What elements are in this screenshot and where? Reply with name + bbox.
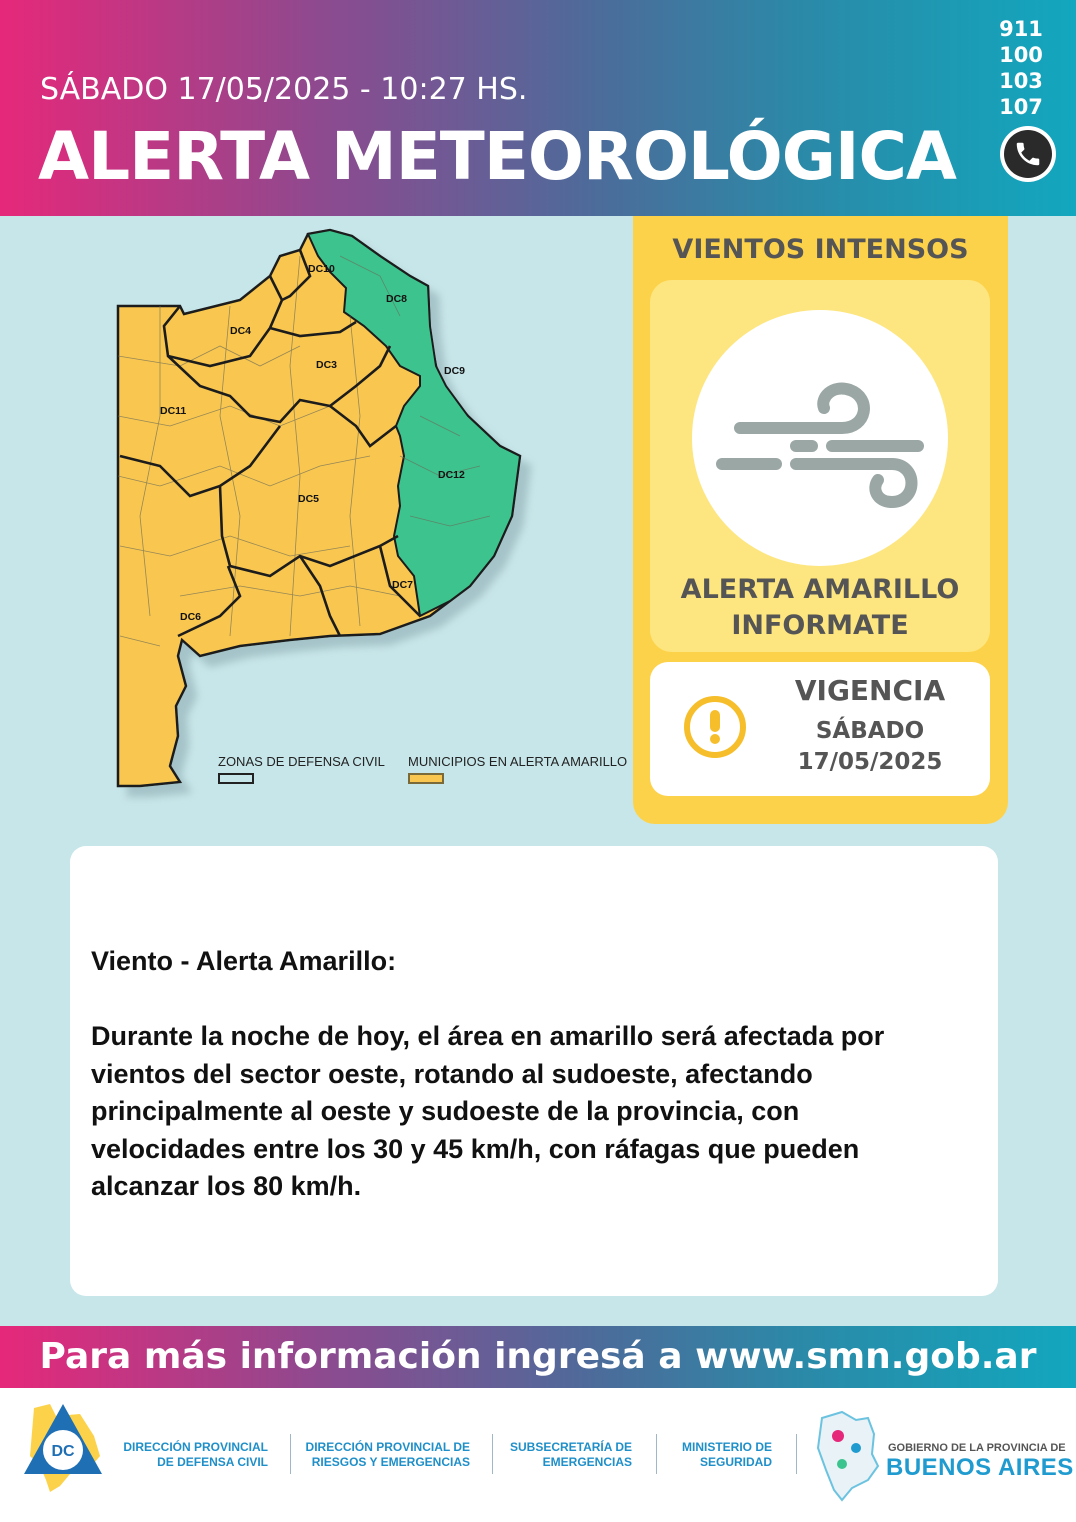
defensa-civil-logo <box>20 1396 106 1496</box>
logo-dir-riesgos <box>300 1440 470 1470</box>
description-heading: Viento - Alerta Amarillo: <box>91 946 397 976</box>
legend-municipios <box>408 754 627 784</box>
logo-dir-defensa-civil <box>110 1440 268 1470</box>
divider <box>492 1434 493 1474</box>
logo-line: DE DEFENSA CIVIL <box>157 1455 268 1469</box>
description-body <box>91 1018 971 1206</box>
gov-label-big: BUENOS AIRES <box>886 1454 1074 1481</box>
phone-number[interactable]: 107 <box>999 95 1043 119</box>
divider <box>796 1434 797 1474</box>
description-line: Durante la noche de hoy, el área en amarillo será afectada por <box>91 1021 885 1051</box>
dc-badge: DC <box>51 1443 75 1460</box>
phone-number[interactable]: 103 <box>999 69 1043 93</box>
logo-subsecretaria <box>500 1440 632 1470</box>
legend-zones <box>218 754 385 784</box>
logo-line: SEGURIDAD <box>699 1455 772 1469</box>
divider <box>656 1434 657 1474</box>
logo-line: DIRECCIÓN PROVINCIAL DE <box>305 1440 470 1454</box>
warning-icon <box>684 696 746 758</box>
zone-label: DC12 <box>438 469 465 481</box>
zone-label: DC7 <box>392 579 414 591</box>
zone-label: DC3 <box>316 359 338 371</box>
legend-zones-label: ZONAS DE DEFENSA CIVIL <box>218 754 385 769</box>
province-map <box>0 216 630 824</box>
vigencia-card <box>650 662 990 796</box>
logo-line: EMERGENCIAS <box>542 1455 632 1469</box>
description-line: velocidades entre los 30 y 45 km/h, con ráfagas que pueden <box>91 1133 860 1164</box>
alert-type: VIENTOS INTENSOS <box>672 234 969 265</box>
description-line: principalmente al oeste y sudoeste de la provincia, con <box>91 1096 800 1126</box>
phone-number[interactable]: 100 <box>999 43 1043 67</box>
wind-icon <box>692 310 948 566</box>
page-title: ALERTA METEOROLÓGICA <box>38 118 956 195</box>
zone-label: DC8 <box>386 293 408 305</box>
legend-municipios-label: MUNICIPIOS EN ALERTA AMARILLO <box>408 754 628 769</box>
zone-label: DC9 <box>444 365 466 377</box>
alert-panel <box>633 216 1008 824</box>
date-line: SÁBADO 17/05/2025 - 10:27 HS. <box>40 72 528 107</box>
zone-label: DC6 <box>180 611 202 623</box>
vigencia-day: SÁBADO <box>815 718 925 744</box>
emergency-phones <box>996 16 1046 120</box>
alert-level-line: INFORMATE <box>731 610 909 641</box>
description-card <box>70 846 998 1296</box>
zone-label: DC10 <box>308 263 335 275</box>
footer-logos <box>0 1388 1076 1522</box>
logo-line: DIRECCIÓN PROVINCIAL <box>123 1440 268 1454</box>
vigencia-date: 17/05/2025 <box>797 749 943 775</box>
buenos-aires-emblem <box>812 1404 882 1504</box>
description-line: alcanzar los 80 km/h. <box>91 1171 362 1201</box>
gov-label-small: GOBIERNO DE LA PROVINCIA DE <box>888 1442 1066 1454</box>
phone-icon <box>1000 126 1056 182</box>
logo-ministerio <box>664 1440 772 1470</box>
province-shape <box>118 230 520 786</box>
logo-line: RIESGOS Y EMERGENCIAS <box>311 1455 470 1469</box>
logo-line: MINISTERIO DE <box>681 1440 772 1454</box>
phone-number[interactable]: 911 <box>999 17 1043 41</box>
zone-label: DC11 <box>160 405 187 417</box>
logo-line: SUBSECRETARÍA DE <box>509 1440 632 1454</box>
legend-zones-swatch <box>218 773 254 784</box>
vigencia-label: VIGENCIA <box>794 674 946 707</box>
zone-label: DC4 <box>230 325 252 337</box>
zone-label: DC5 <box>298 493 320 505</box>
more-info-banner[interactable]: Para más información ingresá a www.smn.gob.ar <box>0 1326 1076 1388</box>
province-map-svg <box>0 216 630 824</box>
description-line: vientos del sector oeste, rotando al sudoeste, afectando <box>91 1058 813 1089</box>
header-banner <box>0 0 1076 216</box>
alert-level-line: ALERTA AMARILLO <box>680 574 960 605</box>
legend-municipios-swatch <box>408 773 444 784</box>
alert-level-text <box>650 572 990 644</box>
alert-level-card <box>650 280 990 652</box>
divider <box>290 1434 291 1474</box>
